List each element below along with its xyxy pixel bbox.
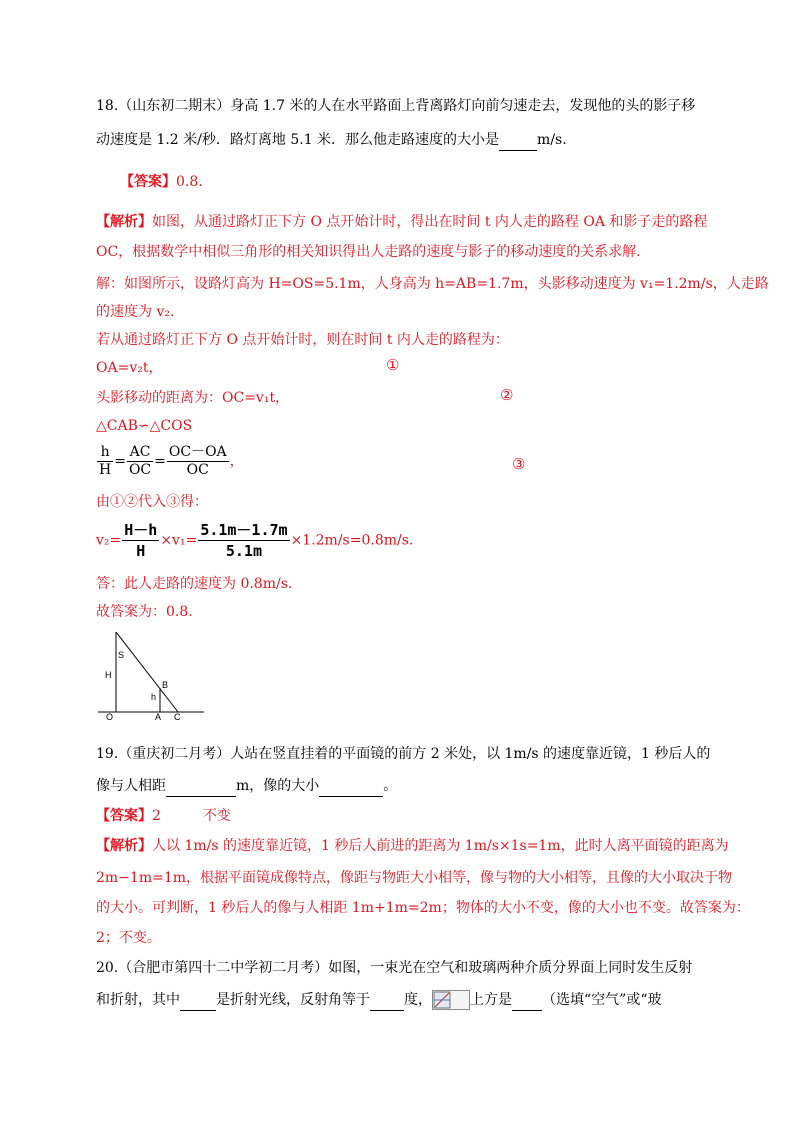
q18-answer bbox=[120, 172, 203, 192]
analysis-text: 如图，从通过路灯正下方 O 点开始计时，得出在时间 t 内人走的路程 OA 和影子走的路程 bbox=[152, 214, 708, 230]
q18-solution-2: 的速度为 v₂. bbox=[96, 304, 175, 320]
q18-line-1: 18.（山东初二期末）身高 1.7 米的人在水平路面上背离路灯向前匀速走去，发现他的头的影子移 bbox=[96, 98, 696, 114]
label-B: B bbox=[162, 680, 169, 690]
eq3-mark: ③ bbox=[512, 455, 526, 473]
fraction-H-h: $\frac{H-h}{H}$ bbox=[124, 521, 158, 560]
lamp-shadow-diagram bbox=[96, 628, 208, 720]
fraction-OC-OA: $\frac{OC-OA}{OC}$ bbox=[168, 444, 227, 478]
q18-eq2: 头影移动的距离为：OC=v₁t， bbox=[96, 390, 290, 406]
q18-line-2-text: 动速度是 1.2 米/秒．路灯离地 5.1 米．那么他走路速度的大小是 bbox=[96, 132, 500, 148]
q18-answer-line: 答：此人走路的速度为 0.8m/s. bbox=[96, 576, 293, 592]
label-O: O bbox=[106, 712, 114, 720]
light-ray bbox=[116, 632, 178, 712]
eq1-mark: ① bbox=[386, 356, 400, 374]
q20-line-1: 20.（合肥市第四十二中学初二月考）如图，一束光在空气和玻璃两种介质分界面上同时发生反射 bbox=[96, 960, 693, 976]
q19-analysis-4: 2；不变。 bbox=[96, 930, 161, 946]
q20-blank-3 bbox=[512, 990, 542, 1011]
q18-unit: m/s. bbox=[537, 132, 567, 148]
fraction-values: $\frac{5.1m-1.7m}{5.1m}$ bbox=[200, 521, 288, 560]
q18-solution-1: 解：如图所示，设路灯高为 H=OS=5.1m，人身高为 h=AB=1.7m，头影移动速度为 v₁=1.2m/s，人走路 bbox=[96, 276, 769, 292]
answer-value: 0.8. bbox=[176, 174, 203, 190]
analysis-tag: 【解析】 bbox=[96, 214, 152, 230]
q19-answer: 【答案】2 不变 bbox=[96, 808, 231, 824]
fraction-AC-OC: $\frac{AC}{OC}$ bbox=[128, 444, 152, 478]
q19-blank-1 bbox=[166, 776, 236, 797]
q18-similar: △CAB∽△COS bbox=[96, 418, 193, 434]
fraction-h-H: $\frac{h}{H}$ bbox=[99, 444, 112, 478]
label-S: S bbox=[118, 650, 125, 660]
label-C: C bbox=[174, 712, 181, 720]
q19-analysis-1: 【解析】人以 1m/s 的速度靠近镜，1 秒后人前进的距离为 1m/s×1s=1m，此时人离平面镜的距离为 bbox=[96, 838, 729, 854]
q18-line-2 bbox=[96, 130, 567, 151]
q18-v2-equation: v₂= $\frac{H-h}{H}$ ×v₁= $\frac{5.1m-1.7m}{5.1m}$ ×1.2m/s=0.8m/s. bbox=[96, 521, 414, 560]
q19-analysis-3: 的大小。可判断，1 秒后人的像与人相距 1m+1m=2m；物体的大小不变，像的大小也不变。故答案为： bbox=[96, 900, 750, 916]
label-H: H bbox=[105, 670, 112, 680]
q20-blank-1 bbox=[180, 990, 216, 1011]
answer-tag: 【答案】 bbox=[120, 174, 176, 190]
q18-eq3: $\frac{h}{H}$ = $\frac{AC}{OC}$ = $\frac{OC-OA}{OC}$ ， bbox=[99, 444, 244, 478]
q18-final: 故答案为：0.8. bbox=[96, 604, 193, 620]
q18-analysis-1 bbox=[96, 212, 707, 232]
q18-blank bbox=[499, 130, 537, 151]
q18-eq1: OA=v₂t， bbox=[96, 360, 163, 376]
q18-solution-3: 若从通过路灯正下方 O 点开始计时，则在时间 t 内人走的路程为： bbox=[96, 332, 509, 348]
q20-line-2: 和折射，其中 是折射光线，反射角等于 度， 上方是 （选填“空气”或“玻 bbox=[96, 990, 661, 1011]
label-A: A bbox=[155, 712, 162, 720]
eq2-mark: ② bbox=[500, 386, 514, 404]
q18-analysis-2: OC，根据数学中相似三角形的相关知识得出人走路的速度与影子的移动速度的关系求解. bbox=[96, 244, 641, 260]
interface-figure-icon bbox=[432, 990, 470, 1010]
q18-substitute: 由①②代入③得： bbox=[96, 494, 208, 510]
label-h: h bbox=[151, 692, 157, 702]
q19-blank-2 bbox=[319, 776, 383, 797]
q19-line-2: 像与人相距 m，像的大小 。 bbox=[96, 776, 397, 797]
q19-analysis-2: 2m−1m=1m，根据平面镜成像特点，像距与物距大小相等，像与物的大小相等，且像的大小取决于物 bbox=[96, 870, 733, 886]
q20-blank-2 bbox=[370, 990, 404, 1011]
q19-line-1: 19.（重庆初二月考）人站在竖直挂着的平面镜的前方 2 米处，以 1m/s 的速度靠近镜，1 秒后人的 bbox=[96, 746, 711, 762]
